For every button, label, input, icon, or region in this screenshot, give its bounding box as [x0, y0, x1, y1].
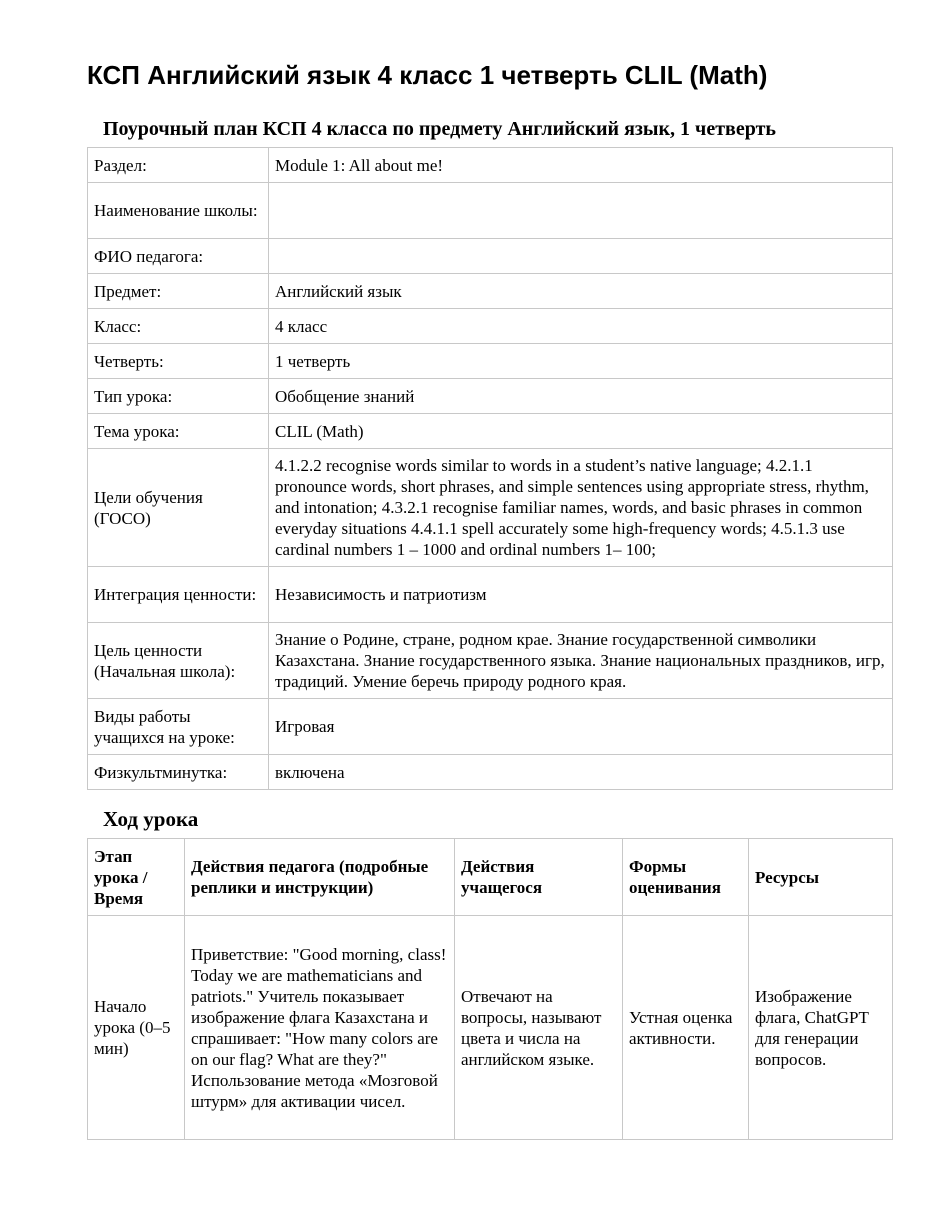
- info-label-subject: Предмет:: [88, 274, 269, 309]
- info-value-subject: Английский язык: [269, 274, 893, 309]
- info-value-grade: 4 класс: [269, 309, 893, 344]
- info-label-exercise-break: Физкультминутка:: [88, 755, 269, 790]
- info-value-values: Независимость и патриотизм: [269, 567, 893, 623]
- info-label-section: Раздел:: [88, 148, 269, 183]
- info-label-teacher: ФИО педагога:: [88, 239, 269, 274]
- column-header-teacher-actions: Действия педагога (подробные реплики и инструкции): [185, 839, 455, 916]
- table-row: [88, 183, 893, 239]
- table-row: [88, 414, 893, 449]
- table-row: [88, 309, 893, 344]
- table-row: [88, 239, 893, 274]
- info-label-value-goal: Цель ценности (Начальная школа):: [88, 623, 269, 699]
- info-label-values: Интеграция ценности:: [88, 567, 269, 623]
- table-row: [88, 274, 893, 309]
- info-label-objectives: Цели обучения (ГОСО): [88, 449, 269, 567]
- column-header-stage: Этап урока / Время: [88, 839, 185, 916]
- info-value-objectives: 4.1.2.2 recognise words similar to words in a student’s native language; 4.2.1.1 pronounce words, short phrases, and simple sentences using appropriate stress, rhythm, and intonation; 4.3.2.1 recognise familiar names, words, and basic phrases in common everyday situations 4.4.1.1 spell accurately some high-frequency words; 4.5.1.3 use cardinal numbers 1 – 1000 and ordinal numbers 1– 100;: [269, 449, 893, 567]
- info-value-school: [269, 183, 893, 239]
- table-row: [88, 755, 893, 790]
- info-value-quarter: 1 четверть: [269, 344, 893, 379]
- table-row: [88, 623, 893, 699]
- info-value-value-goal: Знание о Родине, стране, родном крае. Знание государственной символики Казахстана. Знание государственного языка. Знание национальных праздников, игр, традиций. Умение беречь природу родного края.: [269, 623, 893, 699]
- info-value-lesson-type: Обобщение знаний: [269, 379, 893, 414]
- info-label-school: Наименование школы:: [88, 183, 269, 239]
- plan-subtitle: Поурочный план КСП 4 класса по предмету Английский язык, 1 четверть: [103, 118, 776, 140]
- cell-student-actions: Отвечают на вопросы, называют цвета и числа на английском языке.: [455, 916, 623, 1140]
- info-label-quarter: Четверть:: [88, 344, 269, 379]
- cell-resources: Изображение флага, ChatGPT для генерации вопросов.: [749, 916, 893, 1140]
- table-row: [88, 699, 893, 755]
- table-row: [88, 567, 893, 623]
- table-row: [88, 379, 893, 414]
- info-value-exercise-break: включена: [269, 755, 893, 790]
- column-header-student-actions: Действия учащегося: [455, 839, 623, 916]
- lesson-flow-table: [87, 838, 893, 1140]
- cell-stage: Начало урока (0–5 мин): [88, 916, 185, 1140]
- info-label-grade: Класс:: [88, 309, 269, 344]
- table-row: [88, 449, 893, 567]
- info-value-section: Module 1: All about me!: [269, 148, 893, 183]
- lesson-info-table: [87, 147, 893, 790]
- column-header-resources: Ресурсы: [749, 839, 893, 916]
- cell-assessment: Устная оценка активности.: [623, 916, 749, 1140]
- info-label-work-types: Виды работы учащихся на уроке:: [88, 699, 269, 755]
- info-label-topic: Тема урока:: [88, 414, 269, 449]
- info-label-lesson-type: Тип урока:: [88, 379, 269, 414]
- info-value-topic: CLIL (Math): [269, 414, 893, 449]
- table-row: [88, 916, 893, 1140]
- info-value-teacher: [269, 239, 893, 274]
- table-row: [88, 344, 893, 379]
- column-header-assessment: Формы оценивания: [623, 839, 749, 916]
- cell-teacher-actions: Приветствие: "Good morning, class! Today we are mathematicians and patriots." Учитель показывает изображение флага Казахстана и спрашивает: "How many colors are on our flag? What are they?" Использование метода «Мозговой штурм» для активации чисел.: [185, 916, 455, 1140]
- section-title-lesson-flow: Ход урока: [103, 807, 199, 831]
- table-header-row: [88, 839, 893, 916]
- info-value-work-types: Игровая: [269, 699, 893, 755]
- document-title: КСП Английский язык 4 класс 1 четверть CLIL (Math): [87, 60, 768, 90]
- table-row: [88, 148, 893, 183]
